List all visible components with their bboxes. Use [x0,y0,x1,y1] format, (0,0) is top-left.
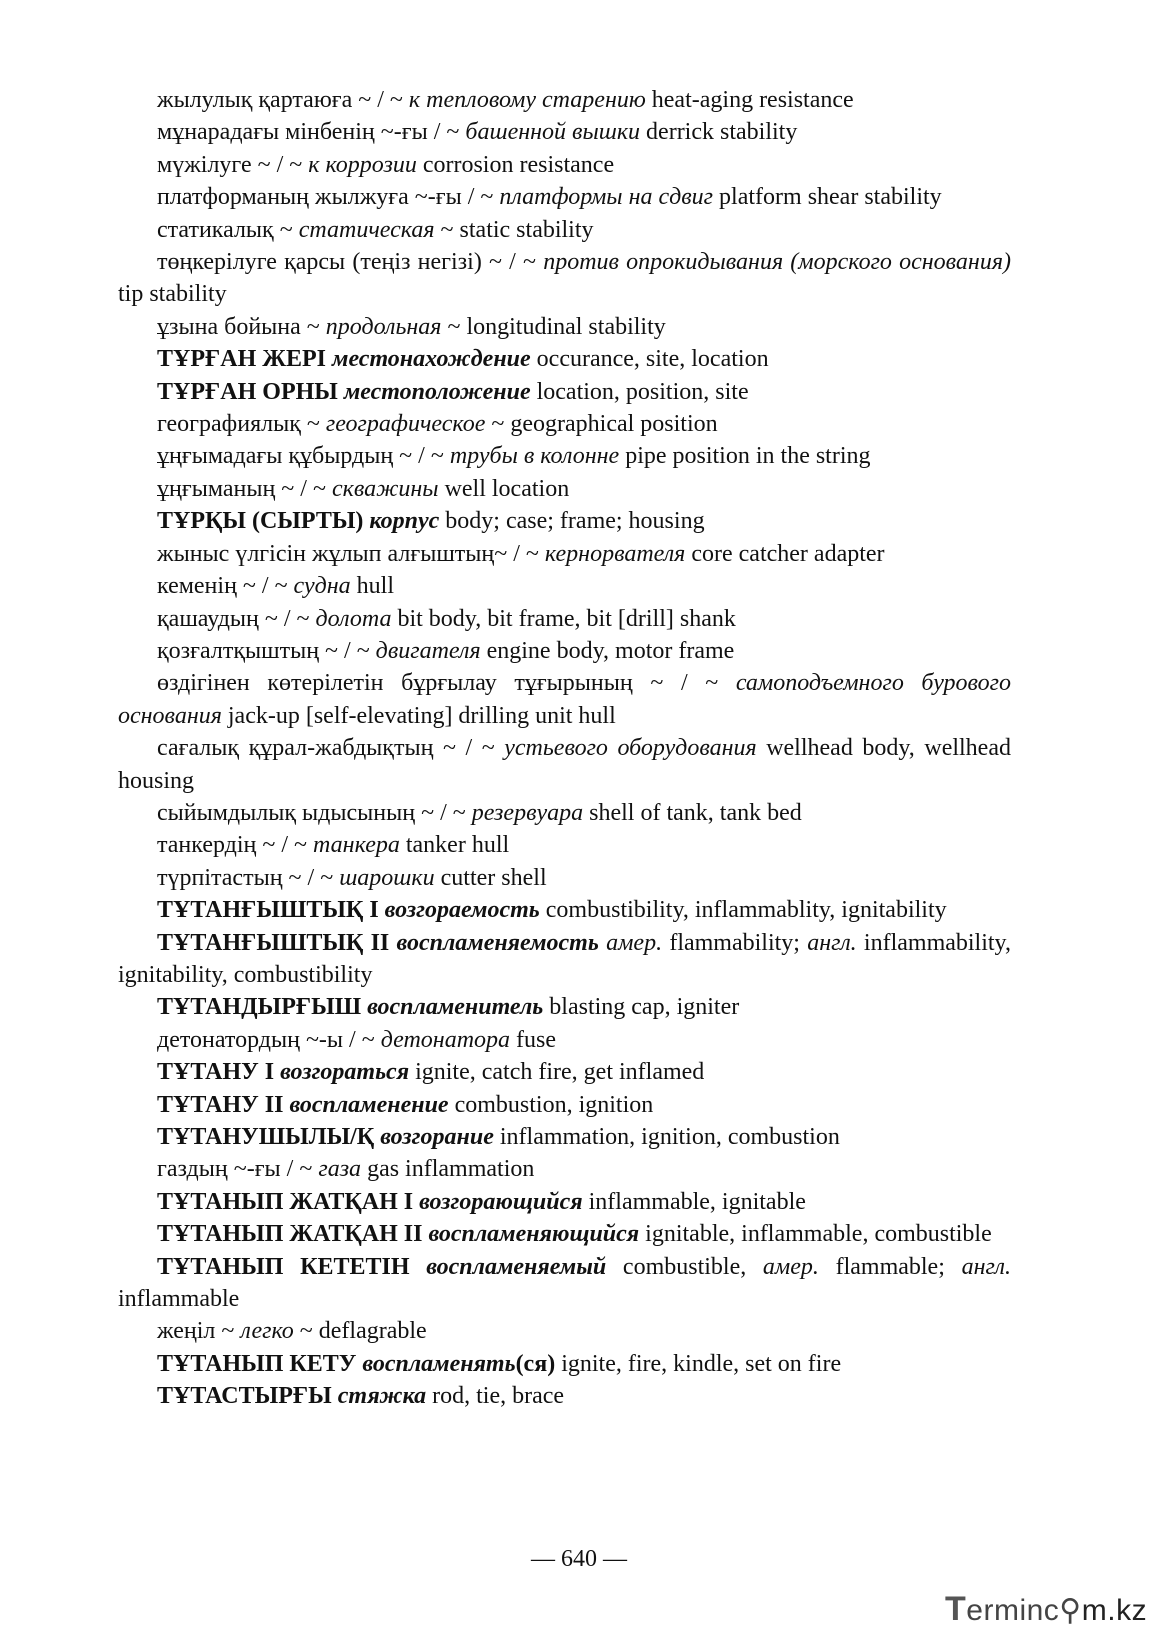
russian-term: к тепловому старению [408,87,646,113]
dictionary-entry [118,473,1011,505]
entry-text: жеңіл ~ [157,1318,241,1345]
entry-text: платформаның жылжуға ~-ғы / ~ [157,184,500,211]
dictionary-entry [118,84,1011,116]
dictionary-entry [118,1056,1011,1088]
entry-text: gas inflammation [361,1156,535,1183]
russian-term: легко [240,1318,294,1345]
dictionary-entry [118,603,1011,635]
russian-term: детонатора [380,1026,511,1053]
entry-text: cutter shell [434,864,547,891]
entry-text: ignitable, inflammable, combustible [639,1221,992,1248]
headword-segment: ТҰТАНЫП КЕТЕТІН [157,1253,427,1280]
entry-text: географиялық ~ [157,411,326,438]
dictionary-entry [118,570,1011,602]
headword-segment: воспламенитель [367,994,544,1021]
russian-term: амер. [606,929,663,956]
entry-text: танкердің ~ / ~ [157,832,314,859]
entry-text: кеменің ~ / ~ [157,573,294,600]
entry-text: derrick stability [640,119,798,146]
dictionary-entry [118,1251,1011,1316]
headword-segment: воспламеняемый [426,1253,607,1280]
dictionary-entry [118,991,1011,1023]
entry-text: ignite, catch fire, get inflamed [409,1059,705,1086]
dictionary-entry [118,1186,1011,1218]
entry-text: combustible, [606,1253,763,1280]
entry-text: төңкерілуге қарсы (теңіз негізі) ~ / ~ [157,249,544,276]
russian-term: резервуара [471,799,584,826]
entry-text: детонатордың ~-ы / ~ [157,1026,381,1053]
entry-text: сыйымдылық ыдысының ~ / ~ [157,799,472,826]
entry-text: combustion, ignition [448,1091,654,1118]
entry-text: өздігінен көтерілетін бұрғылау тұғырының ~ / ~ [157,670,736,697]
headword-segment: местоположение [343,378,531,405]
entry-text: ~ longitudinal stability [441,313,666,340]
dictionary-entry [118,1315,1011,1347]
dictionary-entry [118,149,1011,181]
russian-term: кернорвателя [544,540,686,567]
entry-text: wellhead body, wellhead housing [118,735,1011,794]
russian-term: против опрокидывания (морского основания) [543,249,1011,276]
entry-text: жыныс үлгісін жұлып алғыштың~ / ~ [157,540,545,567]
dictionary-entry [118,927,1011,992]
headword-segment: ТҰТАНУ II [157,1091,290,1118]
entry-text: body; case; frame; housing [439,508,705,535]
headword-segment: ТҰТАНУШЫЛЫ/Қ [157,1124,381,1150]
entry-text: core catcher adapter [685,540,885,567]
headword-segment: воспламеняемость [396,929,599,956]
headword-segment: ТҰТАНЫП ЖАТҚАН I [157,1188,420,1215]
russian-term: амер. [762,1253,819,1280]
entry-text: blasting cap, igniter [543,994,740,1021]
headword-segment: ТҰТАНҒЫШТЫҚ II [157,929,397,956]
dictionary-entry [118,1024,1011,1056]
entry-text: rod, tie, brace [426,1383,565,1410]
entry-text: pipe position in the string [619,443,871,470]
headword-segment: ТҰРҚЫ (СЫРТЫ) [157,508,370,535]
entry-text: газдың ~-ғы / ~ [157,1156,319,1183]
headword-segment: корпус [369,508,440,535]
entry-text: статикалық ~ [157,216,299,243]
dictionary-entry [118,376,1011,408]
headword-segment: стяжка [337,1383,427,1410]
logo-text-b: m.kz [1081,1594,1148,1627]
entry-text: ~ deflagrable [293,1318,427,1345]
entry-text: bit body, bit frame, bit [drill] shank [391,605,736,632]
entry-text: түрпітастың ~ / ~ [157,864,340,891]
dictionary-entry [118,505,1011,537]
russian-term: шарошки [339,864,435,891]
russian-term: статическая [298,216,435,243]
dictionary-entry [118,732,1011,797]
entry-text: inflammable [118,1286,240,1313]
entry-text: occurance, site, location [530,346,769,373]
russian-term: долота [315,605,392,632]
russian-term: англ. [807,929,857,956]
dictionary-entry [118,343,1011,375]
headword-segment: возгорание [380,1124,494,1150]
headword-segment: ТҰТАНЫП КЕТУ [157,1350,363,1377]
headword-segment: возгорающийся [419,1188,583,1215]
entry-text: shell of tank, tank bed [583,799,802,826]
entry-text: inflammable, ignitable [582,1188,806,1215]
termincom-logo [945,1590,1148,1630]
entry-text: ұңғыманың ~ / ~ [157,475,332,502]
entry-text [599,930,606,956]
dictionary-entry [118,440,1011,472]
russian-term: самоподъемного бурового основания [118,670,1011,729]
russian-term: к коррозии [308,151,417,178]
dictionary-entry [118,1089,1011,1121]
magnifier-icon: ⚲ [1059,1594,1082,1627]
entry-text: ignite, fire, kindle, set on fire [555,1350,842,1377]
headword-segment: местонахождение [332,346,531,373]
headword-segment: ТҰТАНДЫРҒЫШ [157,994,368,1021]
headword-segment: ТҰТАНҒЫШТЫҚ I [157,897,385,924]
entry-text: мұнарадағы мінбенің ~-ғы / ~ [157,119,466,146]
entry-text: location, position, site [530,378,749,405]
entry-text: ұңғымадағы құбырдың ~ / ~ [157,443,450,470]
entry-text: fuse [510,1026,557,1053]
entry-text: inflammability, ignitability, combustibility [118,929,1012,988]
dictionary-entry [118,1380,1011,1412]
dictionary-entry [118,116,1011,148]
dictionary-entry [118,667,1011,732]
headword-segment: (ся) [515,1350,556,1377]
entry-text: мүжілуге ~ / ~ [157,151,309,178]
dictionary-entry [118,408,1011,440]
entry-text: tanker hull [399,832,510,859]
entry-text: combustibility, inflammablity, ignitability [539,897,947,924]
page-number: — 640 — [531,1546,627,1572]
logo-text-a: erminc [966,1594,1060,1627]
dictionary-entry [118,797,1011,829]
russian-term: географическое [325,411,486,438]
dictionary-entry [118,246,1011,311]
entry-text: heat-aging resistance [645,87,854,113]
headword-segment: воспламенять [362,1350,516,1377]
entry-text: flammability; [662,929,808,956]
russian-term: судна [293,573,351,600]
dictionary-entry [118,311,1011,343]
dictionary-entry [118,1121,1011,1153]
headword-segment: ТҰТАНУ I [157,1059,281,1086]
dictionary-entry [118,894,1011,926]
entry-text: flammable; [818,1253,962,1280]
headword-segment: ТҰТАНЫП ЖАТҚАН II [157,1221,429,1248]
entry-text: tip stability [118,281,227,308]
headword-segment: ТҰРҒАН ЖЕРІ [157,346,333,373]
logo-t: T [945,1590,967,1628]
dictionary-entry [118,862,1011,894]
dictionary-entry [118,829,1011,861]
dictionary-entry [118,1153,1011,1185]
entry-text: ~ geographical position [485,411,718,438]
russian-term: скважины [331,475,439,502]
headword-segment: воспламенение [289,1091,449,1118]
entry-text: engine body, motor frame [480,637,735,664]
entry-text: ~ static stability [434,216,594,243]
entry-text: жылулық қартаюға ~ / ~ [157,87,409,113]
russian-term: танкера [313,832,400,859]
russian-term: двигателя [375,637,481,664]
russian-term: продольная [325,313,442,340]
headword-segment: ТҰРҒАН ОРНЫ [157,378,344,405]
headword-segment: возгораться [280,1059,410,1086]
headword-segment: ТҰТАСТЫРҒЫ [157,1383,338,1410]
entry-text: inflammation, ignition, combustion [493,1124,840,1150]
entry-text: corrosion resistance [416,151,615,178]
dictionary-entry [118,635,1011,667]
dictionary-entry [118,181,1011,213]
dictionary-entry [118,214,1011,246]
russian-term: трубы в колонне [449,443,620,470]
dictionary-entry [118,1218,1011,1250]
russian-term: платформы на сдвиг [499,184,714,211]
entry-text: well location [438,475,570,502]
russian-term: газа [318,1156,362,1183]
entry-text: ұзына бойына ~ [157,313,326,340]
entry-text: қозғалтқыштың ~ / ~ [157,637,376,664]
entry-text: jack-up [self-elevating] drilling unit hull [221,702,616,729]
entry-text: қашаудың ~ / ~ [157,605,316,632]
russian-term: башенной вышки [465,119,641,146]
entry-text: hull [350,573,395,600]
dictionary-entry [118,538,1011,570]
entry-text: platform shear stability [713,184,942,211]
dictionary-entry [118,1348,1011,1380]
entry-text: сағалық құрал-жабдықтың ~ / ~ [157,735,505,762]
headword-segment: возгораемость [384,897,540,924]
russian-term: устьевого оборудования [504,735,757,762]
headword-segment: воспламеняющийся [428,1221,640,1248]
dictionary-entries [118,84,1011,1413]
russian-term: англ. [961,1253,1011,1280]
